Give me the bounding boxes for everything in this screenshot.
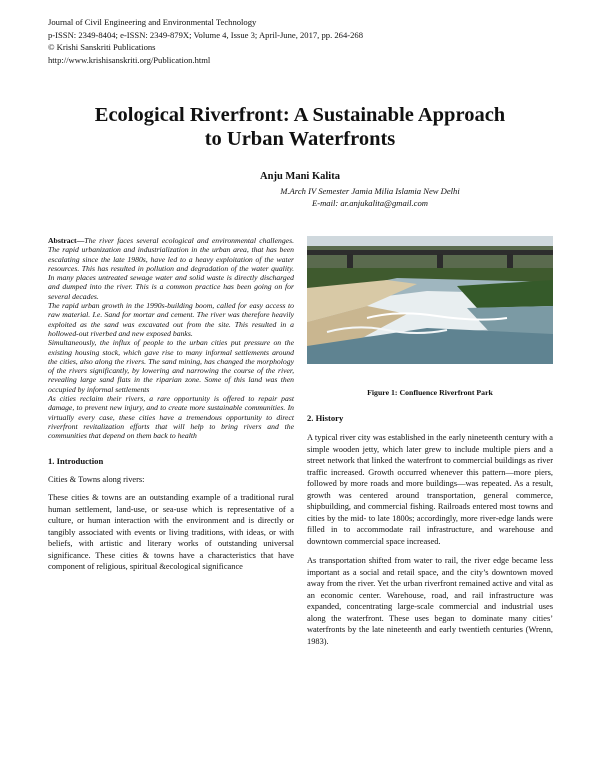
abstract-paragraph-3: Simultaneously, the influx of people to the urban cities put pressure on the existing housing stock, which gave rise to many informal settlements around the cities, also along the rivers. The sand mining, has changed the morphology of the rivers significantly, by lowering and narrowing the course of the river, revealing large sand flats in the riparian zone. Some of this land was then occupied by informal settlements bbox=[48, 338, 294, 394]
author-name: Anju Mani Kalita bbox=[260, 171, 340, 182]
author-email[interactable]: E-mail: ar.anjukalita@gmail.com bbox=[311, 197, 429, 208]
figure-caption: Figure 1: Confluence Riverfront Park bbox=[367, 388, 493, 397]
abstract-text-1: The river faces several ecological and environmental challenges. The rapid urbanization and industrialization in the urban area, that has been escalating since the late 1980s, have led to a heavy exploitation of the water resources. This has resulted in pollution and degradation of the water quality. In many places untreated sewage water and solid waste is directly discharged and dumped into the river. This is a common practice has been going on for several decades. bbox=[48, 236, 294, 301]
intro-heading: 1. Introduction bbox=[48, 455, 104, 466]
left-column bbox=[48, 236, 294, 573]
journal-name: Journal of Civil Engineering and Environmental Technology bbox=[48, 17, 257, 27]
riverfront-photo bbox=[307, 236, 553, 364]
abstract bbox=[48, 236, 294, 441]
intro-paragraph: These cities & towns are an outstanding example of a traditional rural human settlement, land-use, or sea-use which is representative of a culture, or human interaction with the environment and is directly or tangibly associated with events or living traditions, with ideas, or with beliefs, with artistic and literary works of outstanding universal significance. These cities & towns have a characteristics that have component of religious, spiritual &ecological significance bbox=[48, 493, 294, 572]
abstract-paragraph-4: As cities reclaim their rivers, a rare opportunity is offered to repair past damage, to prevent new injury, and to create more sustainable communities. In virtually every case, these cities have a tremendous opportunity to direct riverfront revitalization efforts that will help to bring rivers and the communities that depend on them back to health bbox=[48, 394, 294, 441]
abstract-paragraph-2: The rapid urban growth in the 1990s-building boom, called for easy access to raw material. I.e. Sand for mortar and cement. The river was therefore heavily exploited as the sand was excavated out from the site. This resulted in a hollowed-out riverbed and new exposed banks. bbox=[48, 301, 294, 338]
paper-title bbox=[40, 103, 560, 151]
abstract-paragraph-1 bbox=[48, 236, 294, 301]
history-heading: 2. History bbox=[307, 413, 344, 423]
history-paragraph-1: A typical river city was established in the early nineteenth century with a simple wooden jetty, which later grew to include multiple piers and a street network that linked the waterfront to commercial buildings as river traffic increased. Growth occurred whenever this pattern—more piers, followed by more roads and more buildings—was repeated. As a result, growth was centered around transportation, general commerce, shipbuilding, and commercial fishing. Railroads entered most towns and cities by the mid- to late 1800s; accordingly, more river-edge lands were filled in to accommodate rail infrastructure, and warehouse and downtown commercial space increased. bbox=[307, 433, 553, 546]
abstract-lead: Abstract— bbox=[48, 236, 85, 245]
journal-issn: p-ISSN: 2349-8404; e-ISSN: 2349-879X; Volume 4, Issue 3; April-June, 2017, pp. 264-268 bbox=[48, 29, 364, 40]
journal-url[interactable]: http://www.krishisanskriti.org/Publication.html bbox=[48, 54, 211, 65]
paper-title-line2: to Urban Waterfronts bbox=[204, 128, 396, 150]
history-paragraph-2: As transportation shifted from water to rail, the river edge became less important as a social and retail space, and the city’s downtown moved away from the river. Yet the urban riverfront remained active and vital as an economic center. Warehouse, road, and rail infrastructure was expanded, concentrating large-scale commercial and industrial uses along the waterfront. These uses began to dominate many cities’ waterfronts by the late nineteenth and early twentieth centuries (Wrenn, 1983). bbox=[307, 556, 553, 646]
author-affiliation: M.Arch IV Semester Jamia Milia Islamia New Delhi bbox=[280, 186, 460, 196]
right-column bbox=[307, 236, 553, 647]
paper-title-line1: Ecological Riverfront: A Sustainable Approach bbox=[94, 104, 506, 126]
intro-subheading: Cities & Towns along rivers: bbox=[48, 474, 145, 484]
journal-header bbox=[48, 16, 363, 66]
author-affiliation-block bbox=[170, 186, 570, 209]
journal-copyright: © Krishi Sanskriti Publications bbox=[48, 42, 156, 53]
